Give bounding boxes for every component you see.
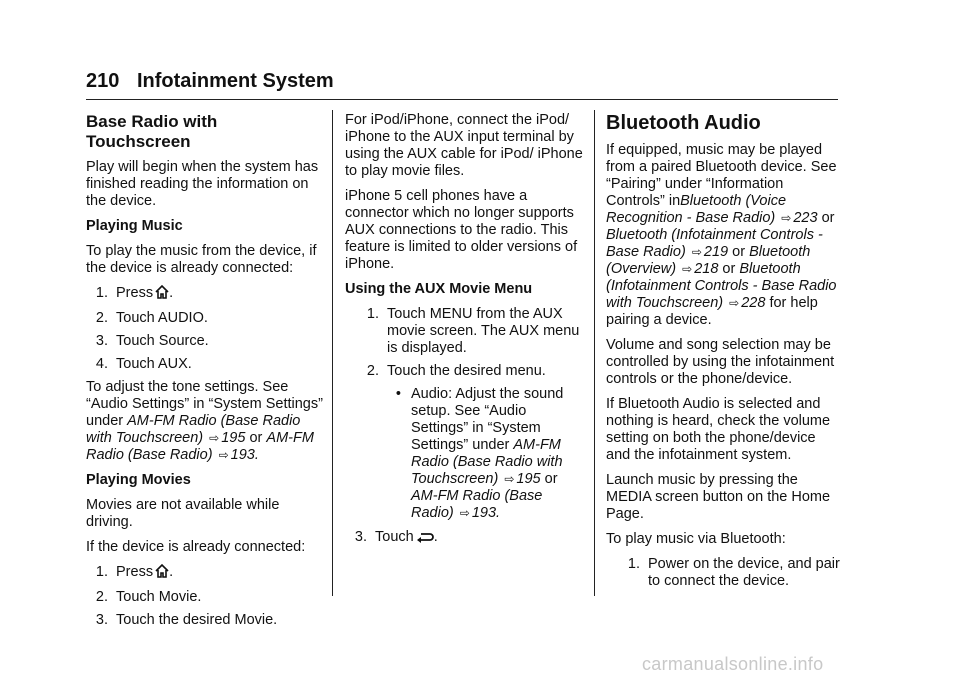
- column-1: [86, 112, 326, 635]
- intro-paragraph: Play will begin when the system has finished reading the information on the device.: [86, 159, 319, 209]
- subheading-playing-movies: Playing Movies: [86, 472, 191, 488]
- iphone5-paragraph: iPhone 5 cell phones have a connector which no longer supports AUX connections to the radio. This feature is limited to older versions of iPhone.: [345, 188, 578, 272]
- list-item: 1. Power on the device, and pair to connect the device.: [627, 556, 840, 589]
- section-title: Infotainment System: [136, 70, 334, 92]
- page-ref-arrow-icon: ⇨: [781, 211, 792, 225]
- movies-intro: If the device is already connected:: [86, 539, 306, 555]
- page-ref-arrow-icon: ⇨: [691, 245, 702, 259]
- list-item: 1. Press .: [86, 285, 326, 304]
- list-item: 2. Touch the desired menu.: [366, 363, 546, 379]
- volume-paragraph: Volume and song selection may be controlled by using the infotainment controls or the phone/device.: [606, 337, 835, 387]
- cross-reference[interactable]: AM-FM Radio (Base Radio): [86, 430, 314, 463]
- watermark: carmanualsonline.info: [642, 654, 824, 674]
- column-divider-2: [594, 110, 595, 596]
- column-3: [606, 112, 842, 596]
- subheading-playing-music: Playing Music: [86, 218, 183, 234]
- section-heading: Base Radio with Touchscreen: [86, 112, 218, 151]
- cross-reference[interactable]: AM-FM Radio (Base Radio with Touchscreen): [411, 437, 563, 487]
- back-arrow-icon: [416, 531, 434, 548]
- cross-reference[interactable]: AM-FM Radio (Base Radio with Touchscreen): [86, 413, 301, 446]
- movies-na: Movies are not available while driving.: [86, 497, 280, 530]
- cross-reference[interactable]: Bluetooth (Overview): [606, 244, 811, 277]
- troubleshoot-paragraph: If Bluetooth Audio is selected and nothing is heard, check the volume setting on both the phone/device and the infotainment system.: [606, 396, 831, 463]
- cross-reference[interactable]: AM-FM Radio (Base Radio): [411, 488, 543, 521]
- cross-reference[interactable]: Bluetooth (Infotainment Controls - Base Radio): [606, 227, 823, 260]
- launch-paragraph: Launch music by pressing the MEDIA screen button on the Home Page.: [606, 472, 831, 522]
- list-item: 3. Touch the desired Movie.: [95, 612, 278, 628]
- ipod-paragraph: For iPod/iPhone, connect the iPod/ iPhone to the AUX input terminal by using the AUX cable for iPod/ iPhone to play movie files.: [345, 112, 583, 179]
- home-icon: [155, 285, 169, 304]
- list-item: 3. Touch .: [345, 529, 583, 548]
- page-ref-arrow-icon: ⇨: [209, 431, 220, 445]
- page-header: [86, 70, 334, 93]
- header-rule: [86, 99, 838, 100]
- cross-reference[interactable]: Bluetooth (Infotainment Controls - Base Radio with Touchscreen): [606, 261, 837, 311]
- page-ref-arrow-icon: ⇨: [504, 472, 515, 486]
- music-intro: To play the music from the device, if the device is already connected:: [86, 243, 317, 276]
- bullet-item: • Audio: Adjust the sound setup. See “Audio Settings” in “System Settings” under AM-FM Radio (Base Radio with Touchscreen) ⇨ 195 or AM-FM Radio (Base Radio) ⇨ 193.: [395, 386, 564, 521]
- list-item: 2. Touch AUDIO.: [95, 310, 208, 326]
- tone-paragraph: To adjust the tone settings. See “Audio Settings” in “System Settings” under AM-FM Radio (Base Radio with Touchscreen) ⇨ 195 or AM-FM Radio (Base Radio) ⇨ 193.: [86, 379, 323, 463]
- page-number: 210: [86, 70, 120, 92]
- column-divider-1: [332, 110, 333, 596]
- bluetooth-intro: If equipped, music may be played from a paired Bluetooth device. See “Pairing” under “Information Controls” inBluetooth (Voice Recognition - Base Radio) ⇨ 223 or Bluetooth (Infotainment Controls - Base Radio) ⇨ 219 or Bluetooth (Overview) ⇨ 218 or Bluetooth (Infotainment Controls - Base Radio with Touchscreen) ⇨ 228 for help pairing a device.: [606, 142, 837, 328]
- page-ref-arrow-icon: ⇨: [729, 296, 740, 310]
- page-ref-arrow-icon: ⇨: [218, 448, 229, 462]
- column-2: [345, 112, 583, 554]
- play-intro: To play music via Bluetooth:: [606, 531, 786, 547]
- page-ref-arrow-icon: ⇨: [682, 262, 693, 276]
- list-item: 2. Touch Movie.: [95, 589, 202, 605]
- list-item: 1. Touch MENU from the AUX movie screen. The AUX menu is displayed.: [366, 306, 580, 356]
- list-item: 3. Touch Source.: [95, 333, 209, 349]
- home-icon: [155, 564, 169, 583]
- list-item: 4. Touch AUX.: [95, 356, 192, 372]
- page-ref-arrow-icon: ⇨: [459, 506, 470, 520]
- section-heading-bluetooth: Bluetooth Audio: [606, 112, 761, 134]
- subheading-aux-menu: Using the AUX Movie Menu: [345, 281, 533, 297]
- list-item: 1. Press .: [86, 564, 326, 583]
- cross-reference[interactable]: Bluetooth (Voice Recognition - Base Radio): [606, 193, 787, 226]
